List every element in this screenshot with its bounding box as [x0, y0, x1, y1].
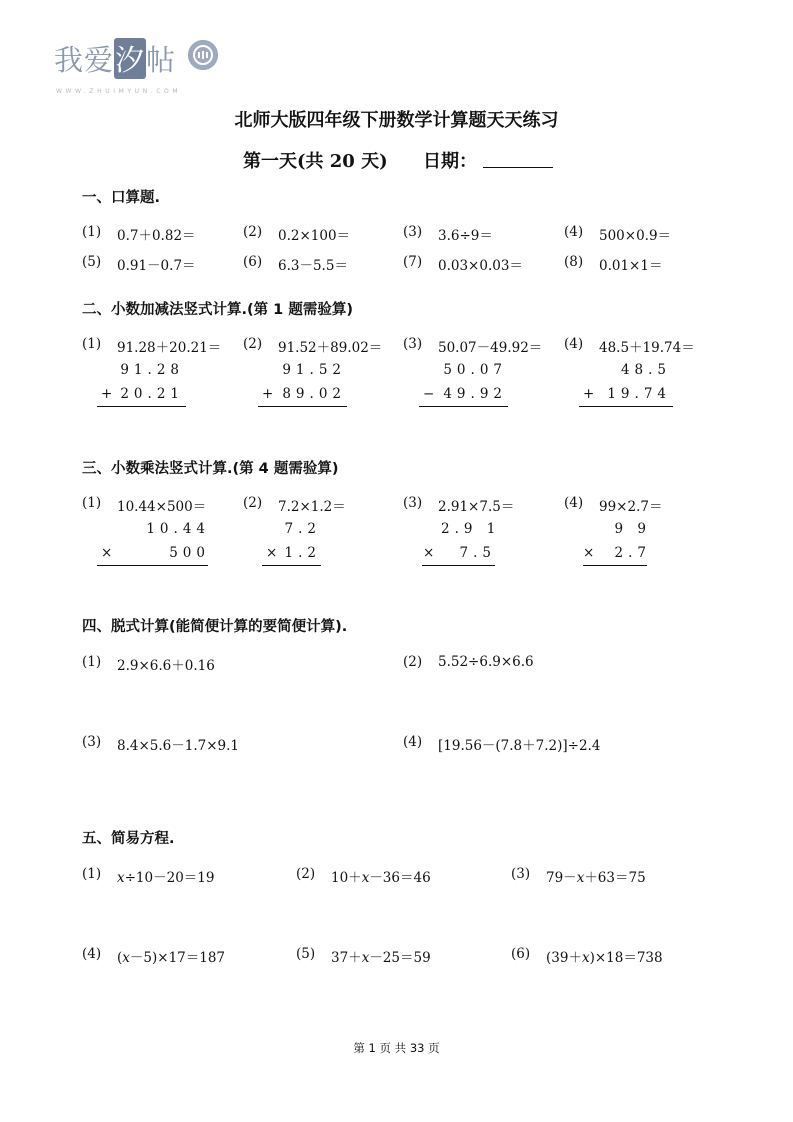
stepwise-expression: [19.56－(7.8＋7.2)]÷2.4 — [438, 738, 601, 754]
problem-number: (2) — [243, 336, 263, 352]
problem-number: (6) — [243, 254, 263, 270]
problem-number: (4) — [564, 224, 584, 240]
problem-expression: 50.07－49.92＝ — [438, 340, 543, 356]
vertical-operator: × — [583, 545, 595, 561]
speech-bubble-icon — [188, 40, 218, 70]
equation-expression: x÷10－20＝19 — [117, 870, 215, 886]
section-heading-stepwise: 四、脱式计算(能简便计算的要简便计算). — [82, 619, 348, 635]
vertical-top-operand: 2.9 1 — [441, 521, 501, 537]
oral-expression: 0.01×1＝ — [599, 258, 663, 274]
vertical-underline — [97, 406, 186, 407]
problem-number: (2) — [296, 866, 316, 882]
page-title: 北师大版四年级下册数学计算题天天练习 — [234, 110, 559, 131]
equation-expression: (39＋x)×18＝738 — [546, 950, 663, 966]
stepwise-expression: 2.9×6.6＋0.16 — [117, 658, 215, 674]
oral-expression: 6.3－5.5＝ — [278, 258, 348, 274]
variable-x: x — [361, 950, 370, 966]
oral-expression: 0.2×100＝ — [278, 228, 351, 244]
date-label: 日期： — [423, 151, 477, 172]
vertical-operator: − — [423, 386, 435, 402]
vertical-top-operand: 9 9 — [614, 521, 651, 537]
problem-number: (6) — [511, 946, 531, 962]
problem-number: (2) — [243, 224, 263, 240]
problem-number: (4) — [403, 734, 423, 750]
equation-expression: 10＋x－36＝46 — [331, 870, 431, 886]
problem-number: (3) — [511, 866, 531, 882]
section-heading-mult: 三、小数乘法竖式计算.(第 4 题需验算) — [82, 461, 339, 477]
oral-expression: 0.91－0.7＝ — [117, 258, 196, 274]
logo-wordmark — [54, 38, 176, 79]
logo-text-before: 我爱 — [54, 43, 115, 77]
vertical-bottom-operand: 2.7 — [614, 545, 651, 561]
variable-x: x — [117, 870, 125, 886]
vertical-underline — [579, 406, 673, 407]
equation-expression: 37＋x－25＝59 — [331, 950, 431, 966]
vertical-top-operand: 91.52 — [282, 362, 346, 378]
vertical-top-operand: 48.5 — [620, 362, 671, 378]
problem-number: (4) — [564, 495, 584, 511]
problem-number: (1) — [82, 336, 102, 352]
vertical-operator: × — [266, 545, 278, 561]
vertical-underline — [419, 406, 508, 407]
vertical-operator: × — [423, 545, 435, 561]
vertical-operator: × — [101, 545, 113, 561]
vertical-bottom-operand: 20.21 — [120, 386, 184, 402]
site-logo — [54, 38, 234, 100]
vertical-top-operand: 50.07 — [443, 362, 507, 378]
problem-number: (4) — [564, 336, 584, 352]
vertical-top-operand: 7.2 — [284, 521, 321, 537]
equation-expression: 79－x＋63＝75 — [546, 870, 646, 886]
variable-x: x — [361, 870, 370, 886]
problem-expression: 10.44×500＝ — [117, 499, 207, 515]
vertical-bottom-operand: 7.5 — [459, 545, 496, 561]
problem-number: (2) — [243, 495, 263, 511]
oral-expression: 0.03×0.03＝ — [438, 258, 523, 274]
vertical-operator: + — [583, 386, 595, 402]
vertical-bottom-operand: 1.2 — [284, 545, 321, 561]
problem-number: (1) — [82, 654, 102, 670]
problem-number: (1) — [82, 495, 102, 511]
problem-expression: 48.5＋19.74＝ — [599, 340, 695, 356]
vertical-underline — [97, 565, 208, 566]
problem-number: (8) — [564, 254, 584, 270]
variable-x: x — [581, 950, 590, 966]
problem-expression: 99×2.7＝ — [599, 499, 663, 515]
logo-text-after: 帖 — [146, 43, 177, 77]
vertical-operator: + — [101, 386, 113, 402]
problem-expression: 91.52＋89.02＝ — [278, 340, 383, 356]
oral-expression: 3.6÷9＝ — [438, 228, 493, 244]
vertical-top-operand: 10.44 — [146, 521, 210, 537]
logo-text-highlight: 汐 — [114, 38, 146, 79]
logo-url: WWW.ZHUIMYUN.COM — [56, 88, 182, 95]
equation-expression: (x－5)×17＝187 — [117, 950, 226, 966]
problem-number: (5) — [82, 254, 102, 270]
vertical-underline — [262, 565, 321, 566]
stepwise-expression: 8.4×5.6－1.7×9.1 — [117, 738, 240, 754]
problem-number: (4) — [82, 946, 102, 962]
problem-expression: 91.28＋20.21＝ — [117, 340, 222, 356]
problem-expression: 2.91×7.5＝ — [438, 499, 515, 515]
variable-x: x — [576, 870, 585, 886]
vertical-operator: + — [262, 386, 274, 402]
section-heading-oral: 一、口算题. — [82, 190, 161, 206]
problem-number: (2) — [403, 654, 423, 670]
page-footer: 第 1 页 共 33 页 — [353, 1041, 440, 1055]
vertical-underline — [422, 565, 495, 566]
section-heading-equations: 五、简易方程. — [82, 831, 175, 847]
vertical-underline — [583, 565, 647, 566]
vertical-bottom-operand: 49.92 — [443, 386, 507, 402]
problem-number: (1) — [82, 224, 102, 240]
vertical-underline — [258, 406, 347, 407]
section-heading-addsub: 二、小数加减法竖式计算.(第 1 题需验算) — [82, 302, 353, 318]
vertical-bottom-operand: 89.02 — [282, 386, 346, 402]
vertical-top-operand: 91.28 — [120, 362, 184, 378]
oral-expression: 500×0.9＝ — [599, 228, 672, 244]
problem-number: (3) — [403, 495, 423, 511]
problem-number: (3) — [403, 224, 423, 240]
stepwise-expression: 5.52÷6.9×6.6 — [438, 654, 534, 670]
problem-number: (1) — [82, 866, 102, 882]
oral-expression: 0.7＋0.82＝ — [117, 228, 196, 244]
problem-expression: 7.2×1.2＝ — [278, 499, 346, 515]
problem-number: (3) — [82, 734, 102, 750]
problem-number: (3) — [403, 336, 423, 352]
day-counter: 第一天(共 20 天) — [243, 151, 388, 172]
problem-number: (5) — [296, 946, 316, 962]
vertical-bottom-operand: 19.74 — [607, 386, 671, 402]
variable-x: x — [122, 950, 130, 966]
vertical-bottom-operand: 500 — [169, 545, 210, 561]
problem-number: (7) — [403, 254, 423, 270]
date-blank-line[interactable] — [483, 167, 553, 168]
